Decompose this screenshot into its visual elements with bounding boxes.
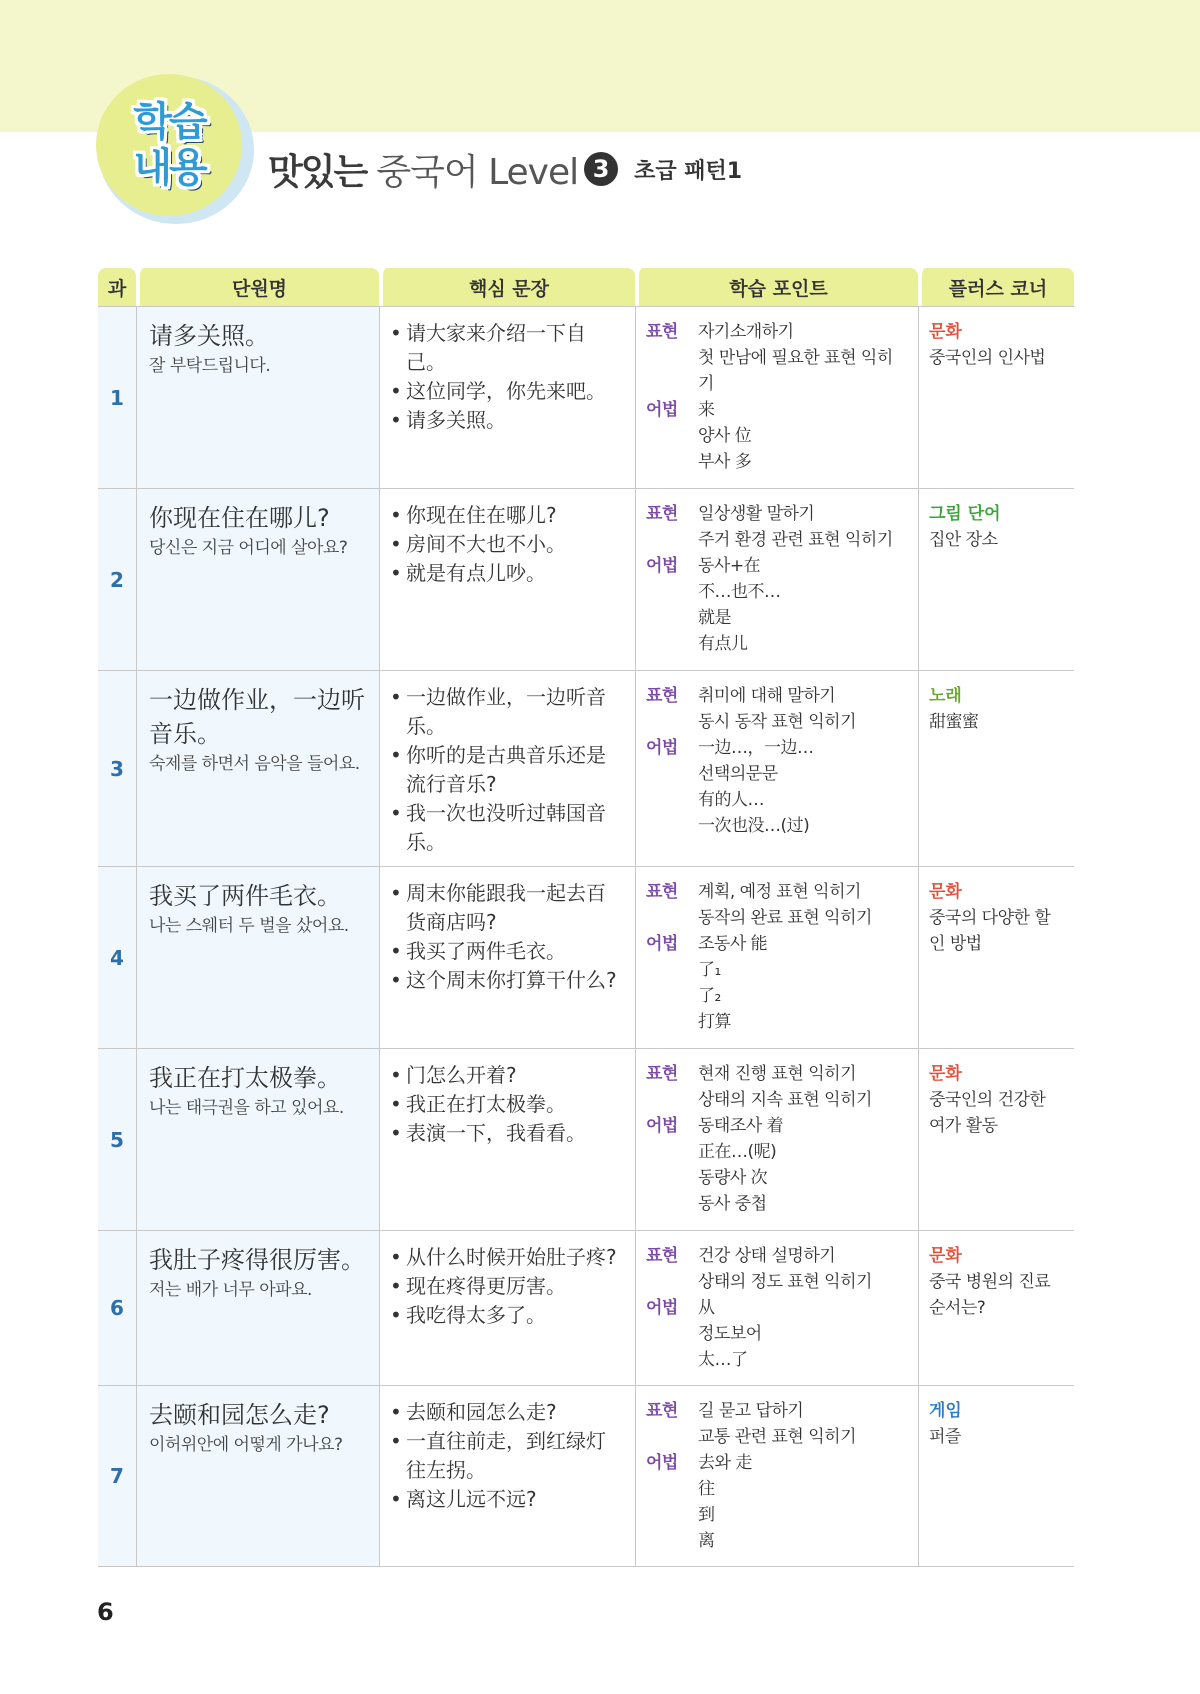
grammar-item: 不…也不… (698, 582, 781, 602)
grammar-row (646, 449, 908, 475)
lesson-number: 3 (98, 670, 136, 866)
unit-cell (136, 670, 379, 866)
grammar-row (646, 813, 908, 839)
expression-label: 표현 (646, 1064, 678, 1084)
grammar-item: 太…了 (698, 1350, 748, 1370)
grammar-label (646, 1139, 698, 1165)
expression-row (646, 527, 908, 553)
key-sentences-list (390, 1061, 625, 1148)
grammar-label: 어법 (646, 1298, 678, 1318)
key-sentence: • 去颐和园怎么走? (390, 1398, 625, 1427)
grammar-row (646, 1295, 908, 1321)
plus-category: 문화 (929, 1246, 962, 1266)
table-row (98, 306, 1074, 488)
key-sentence: • 我吃得太多了。 (390, 1301, 625, 1330)
unit-title-chinese: 一边做作业，一边听音乐。 (149, 686, 365, 748)
plus-category: 노래 (929, 686, 962, 706)
grammar-label (646, 957, 698, 983)
unit-title-korean: 숙제를 하면서 음악을 들어요. (149, 754, 360, 774)
expression-label: 표현 (646, 1246, 678, 1266)
table-row (98, 1230, 1074, 1385)
grammar-item: 打算 (698, 1012, 731, 1032)
grammar-item: 就是 (698, 608, 731, 628)
grammar-label (646, 423, 698, 449)
key-sentence: • 请大家来介绍一下自己。 (390, 319, 625, 377)
grammar-row (646, 1321, 908, 1347)
grammar-item: 到 (698, 1505, 715, 1525)
grammar-item: 부사 多 (698, 452, 752, 472)
grammar-item: 有点儿 (698, 634, 748, 654)
plus-corner-cell (918, 1385, 1074, 1567)
grammar-label (646, 813, 698, 839)
grammar-row (646, 397, 908, 423)
unit-title-korean: 나는 스웨터 두 벌을 샀어요. (149, 916, 349, 936)
key-sentences-list (390, 1398, 625, 1514)
badge-line2: 내용 (133, 145, 205, 191)
grammar-label: 어법 (646, 400, 678, 420)
points-cell (635, 306, 918, 488)
grammar-label (646, 1502, 698, 1528)
key-sentence: • 我买了两件毛衣。 (390, 937, 625, 966)
sentences-cell (379, 670, 635, 866)
plus-category: 문화 (929, 1064, 962, 1084)
header-sentences: 핵심 문장 (379, 268, 635, 306)
key-sentence: • 从什么时候开始肚子疼? (390, 1243, 625, 1272)
expression-row (646, 1424, 908, 1450)
grammar-item: 동사+在 (698, 556, 761, 576)
grammar-row (646, 1191, 908, 1217)
plus-corner-cell (918, 306, 1074, 488)
lesson-number: 6 (98, 1230, 136, 1385)
lesson-number: 4 (98, 866, 136, 1048)
points-cell (635, 1230, 918, 1385)
grammar-label (646, 1528, 698, 1554)
grammar-label (646, 1347, 698, 1373)
grammar-item: 선택의문문 (698, 764, 778, 784)
grammar-row (646, 1528, 908, 1554)
expression-row (646, 1087, 908, 1113)
unit-title-korean: 이허위안에 어떻게 가나요? (149, 1435, 343, 1455)
expression-row (646, 345, 908, 397)
key-sentence: • 我正在打太极拳。 (390, 1090, 625, 1119)
expression-item: 동시 동작 표현 익히기 (698, 712, 857, 732)
lesson-number: 1 (98, 306, 136, 488)
header-points: 학습 포인트 (635, 268, 918, 306)
expression-row (646, 879, 908, 905)
key-sentence: • 就是有点儿吵。 (390, 559, 625, 588)
level-number-badge: 3 (584, 152, 618, 186)
plus-corner-cell (918, 1048, 1074, 1230)
grammar-row (646, 1502, 908, 1528)
grammar-label (646, 1476, 698, 1502)
plus-corner-cell (918, 866, 1074, 1048)
plus-category: 그림 단어 (929, 504, 1001, 524)
key-sentence: • 这位同学，你先来吧。 (390, 377, 625, 406)
grammar-row (646, 553, 908, 579)
sentences-cell (379, 1230, 635, 1385)
grammar-row (646, 605, 908, 631)
expression-label: 표현 (646, 882, 678, 902)
key-sentence: • 周末你能跟我一起去百货商店吗? (390, 879, 625, 937)
unit-title-chinese: 我正在打太极拳。 (149, 1064, 341, 1092)
key-sentences-list (390, 501, 625, 588)
key-sentence: • 表演一下，我看看。 (390, 1119, 625, 1148)
grammar-item: 동량사 次 (698, 1168, 768, 1188)
unit-title-korean: 저는 배가 너무 아파요. (149, 1280, 312, 1300)
grammar-row (646, 931, 908, 957)
plus-corner-cell (918, 1230, 1074, 1385)
grammar-row (646, 983, 908, 1009)
unit-cell (136, 866, 379, 1048)
unit-cell (136, 1048, 379, 1230)
unit-title-korean: 당신은 지금 어디에 살아요? (149, 538, 348, 558)
table-row (98, 866, 1074, 1048)
header-num: 과 (98, 268, 136, 306)
expression-item: 현재 진행 표현 익히기 (698, 1064, 857, 1084)
expression-item: 취미에 대해 말하기 (698, 686, 836, 706)
grammar-label (646, 1009, 698, 1035)
expression-row (646, 683, 908, 709)
unit-cell (136, 306, 379, 488)
expression-label (646, 709, 698, 735)
plus-corner-cell (918, 488, 1074, 670)
expression-item: 상태의 정도 표현 익히기 (698, 1272, 872, 1292)
grammar-label (646, 579, 698, 605)
grammar-row (646, 1347, 908, 1373)
grammar-row (646, 1009, 908, 1035)
grammar-label: 어법 (646, 1116, 678, 1136)
grammar-item: 离 (698, 1531, 715, 1551)
grammar-row (646, 423, 908, 449)
grammar-label (646, 1165, 698, 1191)
grammar-item: 양사 位 (698, 426, 752, 446)
expression-row (646, 501, 908, 527)
grammar-item: 동태조사 着 (698, 1116, 784, 1136)
plus-topic: 甜蜜蜜 (929, 712, 979, 732)
plus-topic: 집안 장소 (929, 530, 998, 550)
unit-title-korean: 나는 태극권을 하고 있어요. (149, 1098, 344, 1118)
expression-row (646, 905, 908, 931)
expression-item: 길 묻고 답하기 (698, 1401, 804, 1421)
plus-topic: 중국인의 건강한 여가 활동 (929, 1090, 1046, 1136)
expression-item: 건강 상태 설명하기 (698, 1246, 836, 1266)
grammar-item: 去와 走 (698, 1453, 752, 1473)
expression-row (646, 1269, 908, 1295)
grammar-label (646, 1321, 698, 1347)
lesson-number: 2 (98, 488, 136, 670)
lesson-rows (98, 306, 1074, 1567)
table-row (98, 670, 1074, 866)
lesson-table (98, 268, 1074, 1567)
expression-item: 첫 만남에 필요한 표현 익히기 (698, 348, 893, 394)
grammar-label (646, 787, 698, 813)
expression-label (646, 905, 698, 931)
expression-item: 동작의 완료 표현 익히기 (698, 908, 872, 928)
key-sentence: • 你听的是古典音乐还是流行音乐? (390, 741, 625, 799)
points-cell (635, 488, 918, 670)
grammar-label (646, 761, 698, 787)
points-cell (635, 866, 918, 1048)
unit-title-chinese: 你现在住在哪儿? (149, 504, 330, 532)
grammar-label (646, 449, 698, 475)
title-course: 초급 패턴1 (634, 158, 743, 184)
key-sentence: • 请多关照。 (390, 406, 625, 435)
grammar-row (646, 761, 908, 787)
key-sentences-list (390, 683, 625, 857)
title-series: 중국어 Level (376, 151, 579, 193)
grammar-label (646, 631, 698, 657)
table-row (98, 1048, 1074, 1230)
grammar-item: 从 (698, 1298, 715, 1318)
grammar-label (646, 605, 698, 631)
grammar-item: 조동사 能 (698, 934, 768, 954)
points-cell (635, 670, 918, 866)
expression-row (646, 1398, 908, 1424)
unit-title-korean: 잘 부탁드립니다. (149, 356, 271, 376)
key-sentences-list (390, 319, 625, 435)
expression-label: 표현 (646, 1401, 678, 1421)
plus-category: 문화 (929, 882, 962, 902)
key-sentence: • 你现在住在哪儿? (390, 501, 625, 530)
unit-title-chinese: 我肚子疼得很厉害。 (149, 1246, 365, 1274)
grammar-label: 어법 (646, 556, 678, 576)
plus-topic: 중국인의 인사법 (929, 348, 1046, 368)
expression-row (646, 319, 908, 345)
header-unit: 단원명 (136, 268, 379, 306)
expression-label: 표현 (646, 504, 678, 524)
expression-label (646, 1087, 698, 1113)
section-badge (96, 74, 242, 216)
title-brand: 맛있는 (268, 151, 367, 193)
unit-title-chinese: 请多关照。 (149, 322, 269, 350)
grammar-item: 一次也没…(过) (698, 816, 810, 836)
key-sentences-list (390, 879, 625, 995)
expression-row (646, 709, 908, 735)
key-sentence: • 现在疼得更厉害。 (390, 1272, 625, 1301)
sentences-cell (379, 1385, 635, 1567)
table-row (98, 1385, 1074, 1567)
key-sentence: • 这个周末你打算干什么? (390, 966, 625, 995)
expression-label: 표현 (646, 322, 678, 342)
expression-item: 주거 환경 관련 표현 익히기 (698, 530, 893, 550)
sentences-cell (379, 306, 635, 488)
grammar-row (646, 1139, 908, 1165)
table-header-row (98, 268, 1074, 306)
expression-item: 자기소개하기 (698, 322, 794, 342)
plus-corner-cell (918, 670, 1074, 866)
grammar-item: 正在…(呢) (698, 1142, 777, 1162)
points-cell (635, 1385, 918, 1567)
grammar-row (646, 735, 908, 761)
unit-title-chinese: 我买了两件毛衣。 (149, 882, 341, 910)
expression-item: 계획, 예정 표현 익히기 (698, 882, 861, 902)
grammar-item: 一边…，一边… (698, 738, 814, 758)
points-cell (635, 1048, 918, 1230)
expression-row (646, 1243, 908, 1269)
key-sentence: • 门怎么开着? (390, 1061, 625, 1090)
expression-label: 표현 (646, 686, 678, 706)
expression-label (646, 1424, 698, 1450)
key-sentence: • 我一次也没听过韩国音乐。 (390, 799, 625, 857)
expression-label (646, 1269, 698, 1295)
expression-item: 상태의 지속 표현 익히기 (698, 1090, 872, 1110)
grammar-item: 有的人… (698, 790, 764, 810)
expression-row (646, 1061, 908, 1087)
grammar-item: 了₁ (698, 960, 721, 980)
expression-label (646, 527, 698, 553)
page-number: 6 (97, 1598, 114, 1626)
page-title (268, 144, 742, 194)
plus-category: 문화 (929, 322, 962, 342)
grammar-row (646, 579, 908, 605)
grammar-row (646, 787, 908, 813)
badge-line1: 학습 (133, 99, 205, 145)
grammar-item: 往 (698, 1479, 715, 1499)
sentences-cell (379, 866, 635, 1048)
grammar-row (646, 1476, 908, 1502)
plus-topic: 퍼즐 (929, 1427, 961, 1447)
grammar-item: 동사 중첩 (698, 1194, 767, 1214)
sentences-cell (379, 488, 635, 670)
unit-title-chinese: 去颐和园怎么走? (149, 1401, 330, 1429)
grammar-row (646, 631, 908, 657)
lesson-number: 7 (98, 1385, 136, 1567)
expression-item: 교통 관련 표현 익히기 (698, 1427, 857, 1447)
key-sentence: • 一直往前走，到红绿灯往左拐。 (390, 1427, 625, 1485)
unit-cell (136, 488, 379, 670)
key-sentence: • 一边做作业，一边听音乐。 (390, 683, 625, 741)
key-sentences-list (390, 1243, 625, 1330)
expression-item: 일상생활 말하기 (698, 504, 815, 524)
grammar-row (646, 1165, 908, 1191)
key-sentence: • 房间不大也不小。 (390, 530, 625, 559)
grammar-row (646, 957, 908, 983)
unit-cell (136, 1385, 379, 1567)
table-row (98, 488, 1074, 670)
expression-label (646, 345, 698, 397)
grammar-label: 어법 (646, 1453, 678, 1473)
key-sentence: • 离这儿远不远? (390, 1485, 625, 1514)
unit-cell (136, 1230, 379, 1385)
grammar-row (646, 1450, 908, 1476)
grammar-label: 어법 (646, 934, 678, 954)
plus-category: 게임 (929, 1401, 962, 1421)
grammar-label (646, 983, 698, 1009)
grammar-row (646, 1113, 908, 1139)
plus-topic: 중국의 다양한 할인 방법 (929, 908, 1051, 954)
plus-topic: 중국 병원의 진료 순서는? (929, 1272, 1051, 1318)
grammar-item: 来 (698, 400, 715, 420)
grammar-label (646, 1191, 698, 1217)
grammar-label: 어법 (646, 738, 678, 758)
lesson-number: 5 (98, 1048, 136, 1230)
grammar-item: 정도보어 (698, 1324, 762, 1344)
sentences-cell (379, 1048, 635, 1230)
header-plus: 플러스 코너 (918, 268, 1074, 306)
grammar-item: 了₂ (698, 986, 721, 1006)
